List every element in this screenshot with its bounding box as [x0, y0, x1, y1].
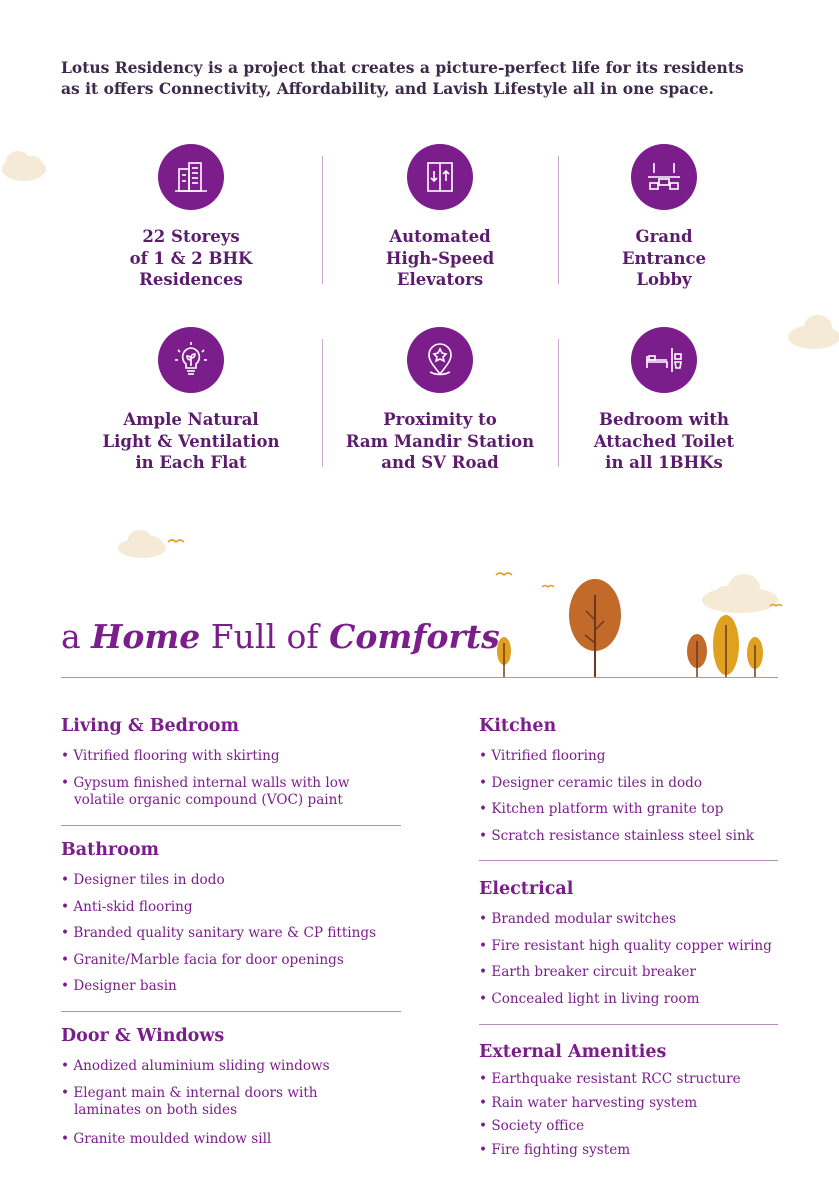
cloud-icon — [782, 307, 839, 355]
feature-line: High-Speed — [385, 248, 495, 268]
location-pin-icon — [407, 327, 473, 393]
feature-natural-light — [81, 409, 301, 474]
feature-proximity — [330, 409, 550, 474]
list-item: • Kitchen platform with granite top — [479, 801, 724, 817]
heading-rule — [61, 677, 778, 678]
section-title-bathroom: Bathroom — [61, 840, 160, 860]
bathroom-list — [61, 872, 376, 996]
feature-line: and SV Road — [381, 453, 499, 472]
list-item: • Earthquake resistant RCC structure — [479, 1071, 741, 1087]
feature-line: Light & Ventilation — [102, 431, 280, 451]
list-item: • Designer tiles in dodo — [61, 872, 225, 888]
kitchen-list — [479, 748, 754, 845]
list-item: volatile organic compound (VOC) paint — [61, 792, 343, 808]
section-heading — [61, 617, 500, 656]
feature-bedroom — [554, 409, 774, 474]
lobby-icon — [631, 144, 697, 210]
list-item: laminates on both sides — [61, 1102, 238, 1118]
electrical-list — [479, 911, 772, 1008]
list-item: • Fire resistant high quality copper wiring — [479, 937, 772, 954]
feature-line: of 1 & 2 BHK — [129, 248, 253, 268]
section-rule — [61, 1011, 401, 1012]
list-item: • Designer ceramic tiles in dodo — [479, 774, 703, 791]
feature-line: in all 1BHKs — [605, 453, 723, 472]
section-title-kitchen: Kitchen — [479, 716, 557, 736]
doors-list — [61, 1058, 330, 1148]
list-item: • Designer basin — [61, 978, 177, 994]
list-item: • Branded quality sanitary ware & CP fittings — [61, 925, 377, 941]
list-item: • Scratch resistance stainless steel sink — [479, 827, 754, 844]
section-rule — [61, 825, 401, 826]
external-list — [479, 1071, 741, 1159]
intro-line-1: Lotus Residency is a project that creates a picture-perfect life for its residents — [61, 58, 744, 77]
feature-line: in Each Flat — [135, 453, 247, 472]
list-item: • Vitrified flooring — [479, 748, 606, 764]
divider — [322, 156, 323, 284]
list-item: • Branded modular switches — [479, 911, 677, 927]
feature-line: Residences — [139, 270, 243, 289]
list-item: • Granite/Marble facia for door openings — [61, 951, 344, 968]
list-item: • Society office — [479, 1118, 585, 1134]
feature-line: Lobby — [636, 270, 692, 289]
feature-line: Ample Natural — [123, 410, 259, 429]
list-item: • Anodized aluminium sliding windows — [61, 1058, 330, 1074]
feature-line: Entrance — [621, 248, 707, 268]
lightbulb-icon — [158, 327, 224, 393]
trees-illustration — [490, 565, 780, 680]
feature-line: Grand — [635, 227, 693, 246]
heading-part: Full of — [200, 617, 330, 656]
list-item: • Rain water harvesting system — [479, 1094, 698, 1111]
bedroom-icon — [631, 327, 697, 393]
feature-line: Elevators — [396, 270, 484, 289]
building-icon — [158, 144, 224, 210]
list-item: • Fire fighting system — [479, 1141, 631, 1158]
elevator-icon — [407, 144, 473, 210]
cloud-icon — [0, 145, 48, 187]
section-title-living: Living & Bedroom — [61, 716, 239, 736]
heading-part: a — [61, 617, 92, 656]
section-rule — [479, 1024, 778, 1025]
section-rule — [479, 860, 778, 861]
heading-part: Home — [91, 617, 201, 656]
list-item: • Elegant main & internal doors with — [61, 1084, 318, 1101]
feature-line: 22 Storeys — [142, 227, 240, 246]
cloud-icon — [112, 526, 184, 560]
heading-part: Comforts — [329, 617, 500, 656]
list-item: • Gypsum finished internal walls with low — [61, 774, 350, 791]
feature-lobby — [554, 226, 774, 291]
section-title-electrical: Electrical — [479, 879, 574, 899]
living-list — [61, 748, 350, 810]
list-item: • Earth breaker circuit breaker — [479, 964, 696, 980]
feature-line: Automated — [389, 227, 491, 246]
feature-line: Ram Mandir Station — [345, 431, 535, 451]
list-item: • Anti-skid flooring — [61, 898, 193, 915]
feature-elevators — [330, 226, 550, 291]
section-title-doors: Door & Windows — [61, 1026, 225, 1046]
list-item: • Concealed light in living room — [479, 990, 700, 1007]
list-item: • Vitrified flooring with skirting — [61, 748, 280, 764]
section-title-external: External Amenities — [479, 1042, 667, 1062]
intro-paragraph — [61, 57, 761, 99]
feature-line: Proximity to — [383, 410, 497, 429]
divider — [322, 339, 323, 467]
feature-line: Bedroom with — [599, 410, 729, 429]
intro-line-2: as it offers Connectivity, Affordability, and Lavish Lifestyle all in one space. — [61, 79, 714, 98]
list-item: • Granite moulded window sill — [61, 1130, 272, 1147]
feature-line: Attached Toilet — [593, 431, 735, 451]
feature-storeys — [81, 226, 301, 291]
